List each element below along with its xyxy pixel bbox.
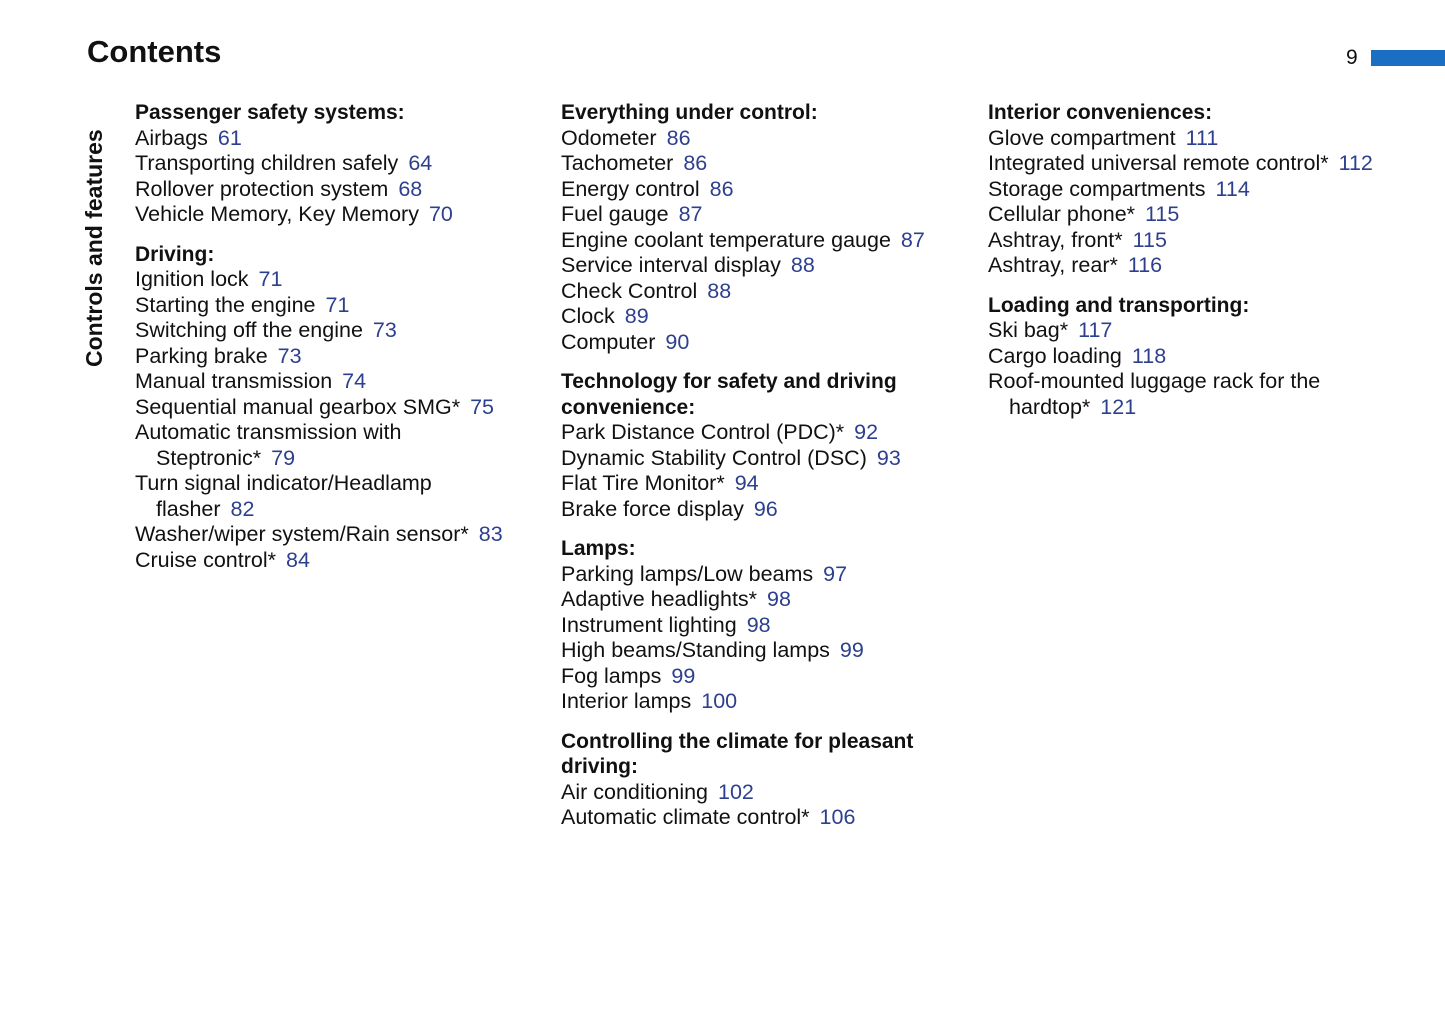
entry-page-link[interactable]: 86 (666, 125, 691, 150)
entry-page-link[interactable]: 100 (701, 689, 738, 713)
toc-entry[interactable] (135, 522, 535, 548)
entry-page-link[interactable]: 97 (823, 561, 848, 586)
entry-page-link[interactable]: 88 (790, 253, 815, 277)
entry-title: Instrument lighting (561, 612, 737, 637)
entry-title: Flat Tire Monitor* (561, 471, 725, 495)
toc-entry[interactable] (561, 330, 961, 356)
entry-page-link[interactable]: 115 (1145, 202, 1180, 226)
toc-section (561, 729, 961, 831)
toc-entry[interactable] (561, 497, 961, 523)
toc-entry[interactable] (561, 689, 961, 715)
entry-page-link[interactable]: 87 (900, 227, 925, 252)
toc-entry[interactable] (561, 805, 961, 831)
toc-entry[interactable] (135, 395, 535, 421)
entry-page-link[interactable]: 74 (342, 369, 367, 393)
entry-page-link[interactable]: 96 (753, 496, 778, 521)
toc-entry[interactable] (988, 202, 1408, 228)
section-heading: Everything under control: (561, 101, 818, 124)
entry-page-link[interactable]: 86 (709, 176, 734, 201)
entry-page-link[interactable]: 93 (876, 445, 901, 470)
toc-entry[interactable] (988, 369, 1408, 420)
toc-section (988, 293, 1408, 421)
toc-column-3 (988, 100, 1408, 434)
toc-entry[interactable] (988, 253, 1408, 279)
toc-entry[interactable] (561, 202, 961, 228)
entry-title: Ignition lock (135, 267, 249, 291)
entry-title: Tachometer (561, 151, 674, 175)
entry-title: Computer (561, 329, 656, 354)
entry-page-link[interactable]: 73 (372, 318, 397, 342)
entry-page-link[interactable]: 121 (1100, 394, 1137, 419)
section-heading: Controlling the climate for pleasant driving: (561, 729, 914, 778)
toc-entry[interactable] (561, 613, 961, 639)
toc-section (135, 242, 535, 574)
page-tab-marker (1371, 50, 1445, 66)
section-heading: Interior conveniences: (988, 101, 1213, 124)
toc-entry[interactable] (561, 228, 961, 254)
entry-title: Sequential manual gearbox SMG* (135, 394, 461, 419)
toc-entry[interactable] (988, 228, 1408, 254)
entry-title: Turn signal indicator/Headlamp flasher (135, 471, 432, 521)
toc-entry[interactable] (135, 177, 535, 203)
entry-title: Fuel gauge (561, 202, 669, 226)
entry-page-link[interactable]: 75 (470, 394, 495, 419)
toc-entry[interactable] (135, 267, 535, 293)
entry-page-link[interactable]: 92 (854, 420, 879, 444)
entry-title: Rollover protection system (135, 176, 389, 201)
entry-page-link[interactable]: 116 (1127, 253, 1163, 277)
entry-page-link[interactable]: 70 (428, 202, 453, 226)
entry-page-link[interactable]: 114 (1215, 176, 1250, 201)
toc-entry[interactable] (561, 638, 961, 664)
entry-page-link[interactable]: 99 (671, 663, 696, 688)
toc-entry[interactable] (561, 664, 961, 690)
entry-page-link[interactable]: 90 (665, 329, 690, 354)
entry-page-link[interactable]: 83 (478, 522, 503, 546)
entry-page-link[interactable]: 68 (398, 176, 423, 201)
entry-page-link[interactable]: 115 (1132, 227, 1167, 252)
entry-page-link[interactable]: 112 (1338, 151, 1373, 175)
entry-title: Ashtray, rear* (988, 253, 1118, 277)
toc-entry[interactable] (561, 471, 961, 497)
section-heading: Driving: (135, 242, 215, 266)
toc-entry[interactable] (988, 126, 1408, 152)
entry-title: Cargo loading (988, 343, 1122, 368)
toc-entry[interactable] (561, 177, 961, 203)
entry-title: Adaptive headlights* (561, 587, 758, 611)
entry-title: Interior lamps (561, 689, 692, 713)
toc-entry[interactable] (135, 126, 535, 152)
entry-title: Park Distance Control (PDC)* (561, 420, 845, 444)
entry-title: Storage compartments (988, 176, 1206, 201)
entry-title: High beams/Standing lamps (561, 638, 830, 662)
toc-entry[interactable] (561, 587, 961, 613)
entry-page-link[interactable]: 102 (718, 779, 754, 804)
entry-title: Check Control (561, 278, 698, 303)
entry-page-link[interactable]: 71 (258, 267, 283, 291)
entry-title: Cruise control* (135, 547, 276, 572)
entry-title: Parking lamps/Low beams (561, 561, 814, 586)
toc-entry[interactable] (561, 780, 961, 806)
entry-page-link[interactable]: 86 (683, 151, 708, 175)
entry-title: Transporting children safely (135, 151, 399, 175)
page-number: 9 (1346, 46, 1358, 69)
entry-title: Glove compartment (988, 125, 1176, 150)
entry-page-link[interactable]: 71 (325, 292, 350, 317)
entry-title: Ski bag* (988, 318, 1069, 342)
section-heading: Passenger safety systems: (135, 101, 405, 124)
toc-entry[interactable] (988, 344, 1408, 370)
entry-page-link[interactable]: 99 (839, 638, 864, 662)
toc-entry[interactable] (135, 548, 535, 574)
entry-page-link[interactable]: 82 (230, 496, 255, 521)
entry-title: Switching off the engine (135, 318, 363, 342)
entry-title: Clock (561, 304, 615, 328)
entry-page-link[interactable]: 98 (767, 587, 791, 611)
entry-title: Parking brake (135, 343, 268, 368)
toc-section (561, 100, 961, 355)
toc-column-2 (561, 100, 961, 845)
entry-page-link[interactable]: 117 (1078, 318, 1113, 342)
entry-title: Fog lamps (561, 663, 662, 688)
entry-page-link[interactable]: 64 (408, 151, 433, 175)
entry-title: Integrated universal remote control* (988, 151, 1329, 175)
entry-title: Starting the engine (135, 292, 316, 317)
toc-entry[interactable] (561, 279, 961, 305)
entry-page-link[interactable]: 94 (734, 471, 759, 495)
toc-entry[interactable] (135, 471, 535, 522)
entry-title: Automatic transmission with Steptronic* (135, 420, 402, 470)
toc-section (561, 369, 961, 522)
entry-page-link[interactable]: 106 (819, 805, 856, 829)
entry-title: Automatic climate control* (561, 805, 810, 829)
toc-entry[interactable] (561, 126, 961, 152)
toc-column-1 (135, 100, 535, 587)
section-side-label: Controls and features (81, 129, 107, 367)
entry-title: Brake force display (561, 496, 744, 521)
toc-entry[interactable] (988, 151, 1408, 177)
toc-entry[interactable] (135, 151, 535, 177)
section-heading: Loading and transporting: (988, 293, 1250, 317)
entry-title: Roof-mounted luggage rack for the hardtop* (988, 369, 1321, 419)
toc-entry[interactable] (561, 151, 961, 177)
toc-section (135, 100, 535, 228)
toc-entry[interactable] (135, 293, 535, 319)
section-heading: Lamps: (561, 537, 636, 560)
toc-entry[interactable] (135, 344, 535, 370)
toc-section (988, 100, 1408, 279)
toc-section (561, 536, 961, 715)
toc-entry[interactable] (135, 318, 535, 344)
toc-entry[interactable] (561, 562, 961, 588)
toc-entry[interactable] (561, 304, 961, 330)
entry-title: Washer/wiper system/Rain sensor* (135, 522, 469, 546)
entry-title: Vehicle Memory, Key Memory (135, 202, 419, 226)
entry-title: Manual transmission (135, 369, 333, 393)
entry-title: Ashtray, front* (988, 227, 1123, 252)
toc-entry[interactable] (135, 369, 535, 395)
toc-entry[interactable] (135, 420, 535, 471)
entry-title: Cellular phone* (988, 202, 1136, 226)
entry-page-link[interactable]: 98 (746, 612, 771, 637)
toc-entry[interactable] (561, 420, 961, 446)
toc-entry[interactable] (988, 177, 1408, 203)
toc-entry[interactable] (988, 318, 1408, 344)
entry-page-link[interactable]: 89 (624, 304, 649, 328)
entry-title: Service interval display (561, 253, 781, 277)
toc-entry[interactable] (561, 446, 961, 472)
entry-page-link[interactable]: 84 (286, 547, 310, 572)
entry-page-link[interactable]: 111 (1185, 125, 1219, 150)
entry-page-link[interactable]: 118 (1131, 343, 1167, 368)
page-title: Contents (87, 34, 222, 69)
entry-title: Airbags (135, 125, 208, 150)
entry-page-link[interactable]: 79 (271, 445, 296, 470)
entry-title: Odometer (561, 125, 657, 150)
entry-title: Dynamic Stability Control (DSC) (561, 445, 867, 470)
entry-page-link[interactable]: 88 (707, 278, 732, 303)
entry-page-link[interactable]: 61 (217, 125, 242, 150)
entry-title: Air conditioning (561, 779, 709, 804)
section-heading: Technology for safety and driving convenience: (561, 370, 897, 419)
toc-entry[interactable] (135, 202, 535, 228)
entry-title: Energy control (561, 176, 700, 201)
toc-entry[interactable] (561, 253, 961, 279)
entry-page-link[interactable]: 73 (277, 343, 302, 368)
entry-page-link[interactable]: 87 (678, 202, 703, 226)
entry-title: Engine coolant temperature gauge (561, 227, 891, 252)
